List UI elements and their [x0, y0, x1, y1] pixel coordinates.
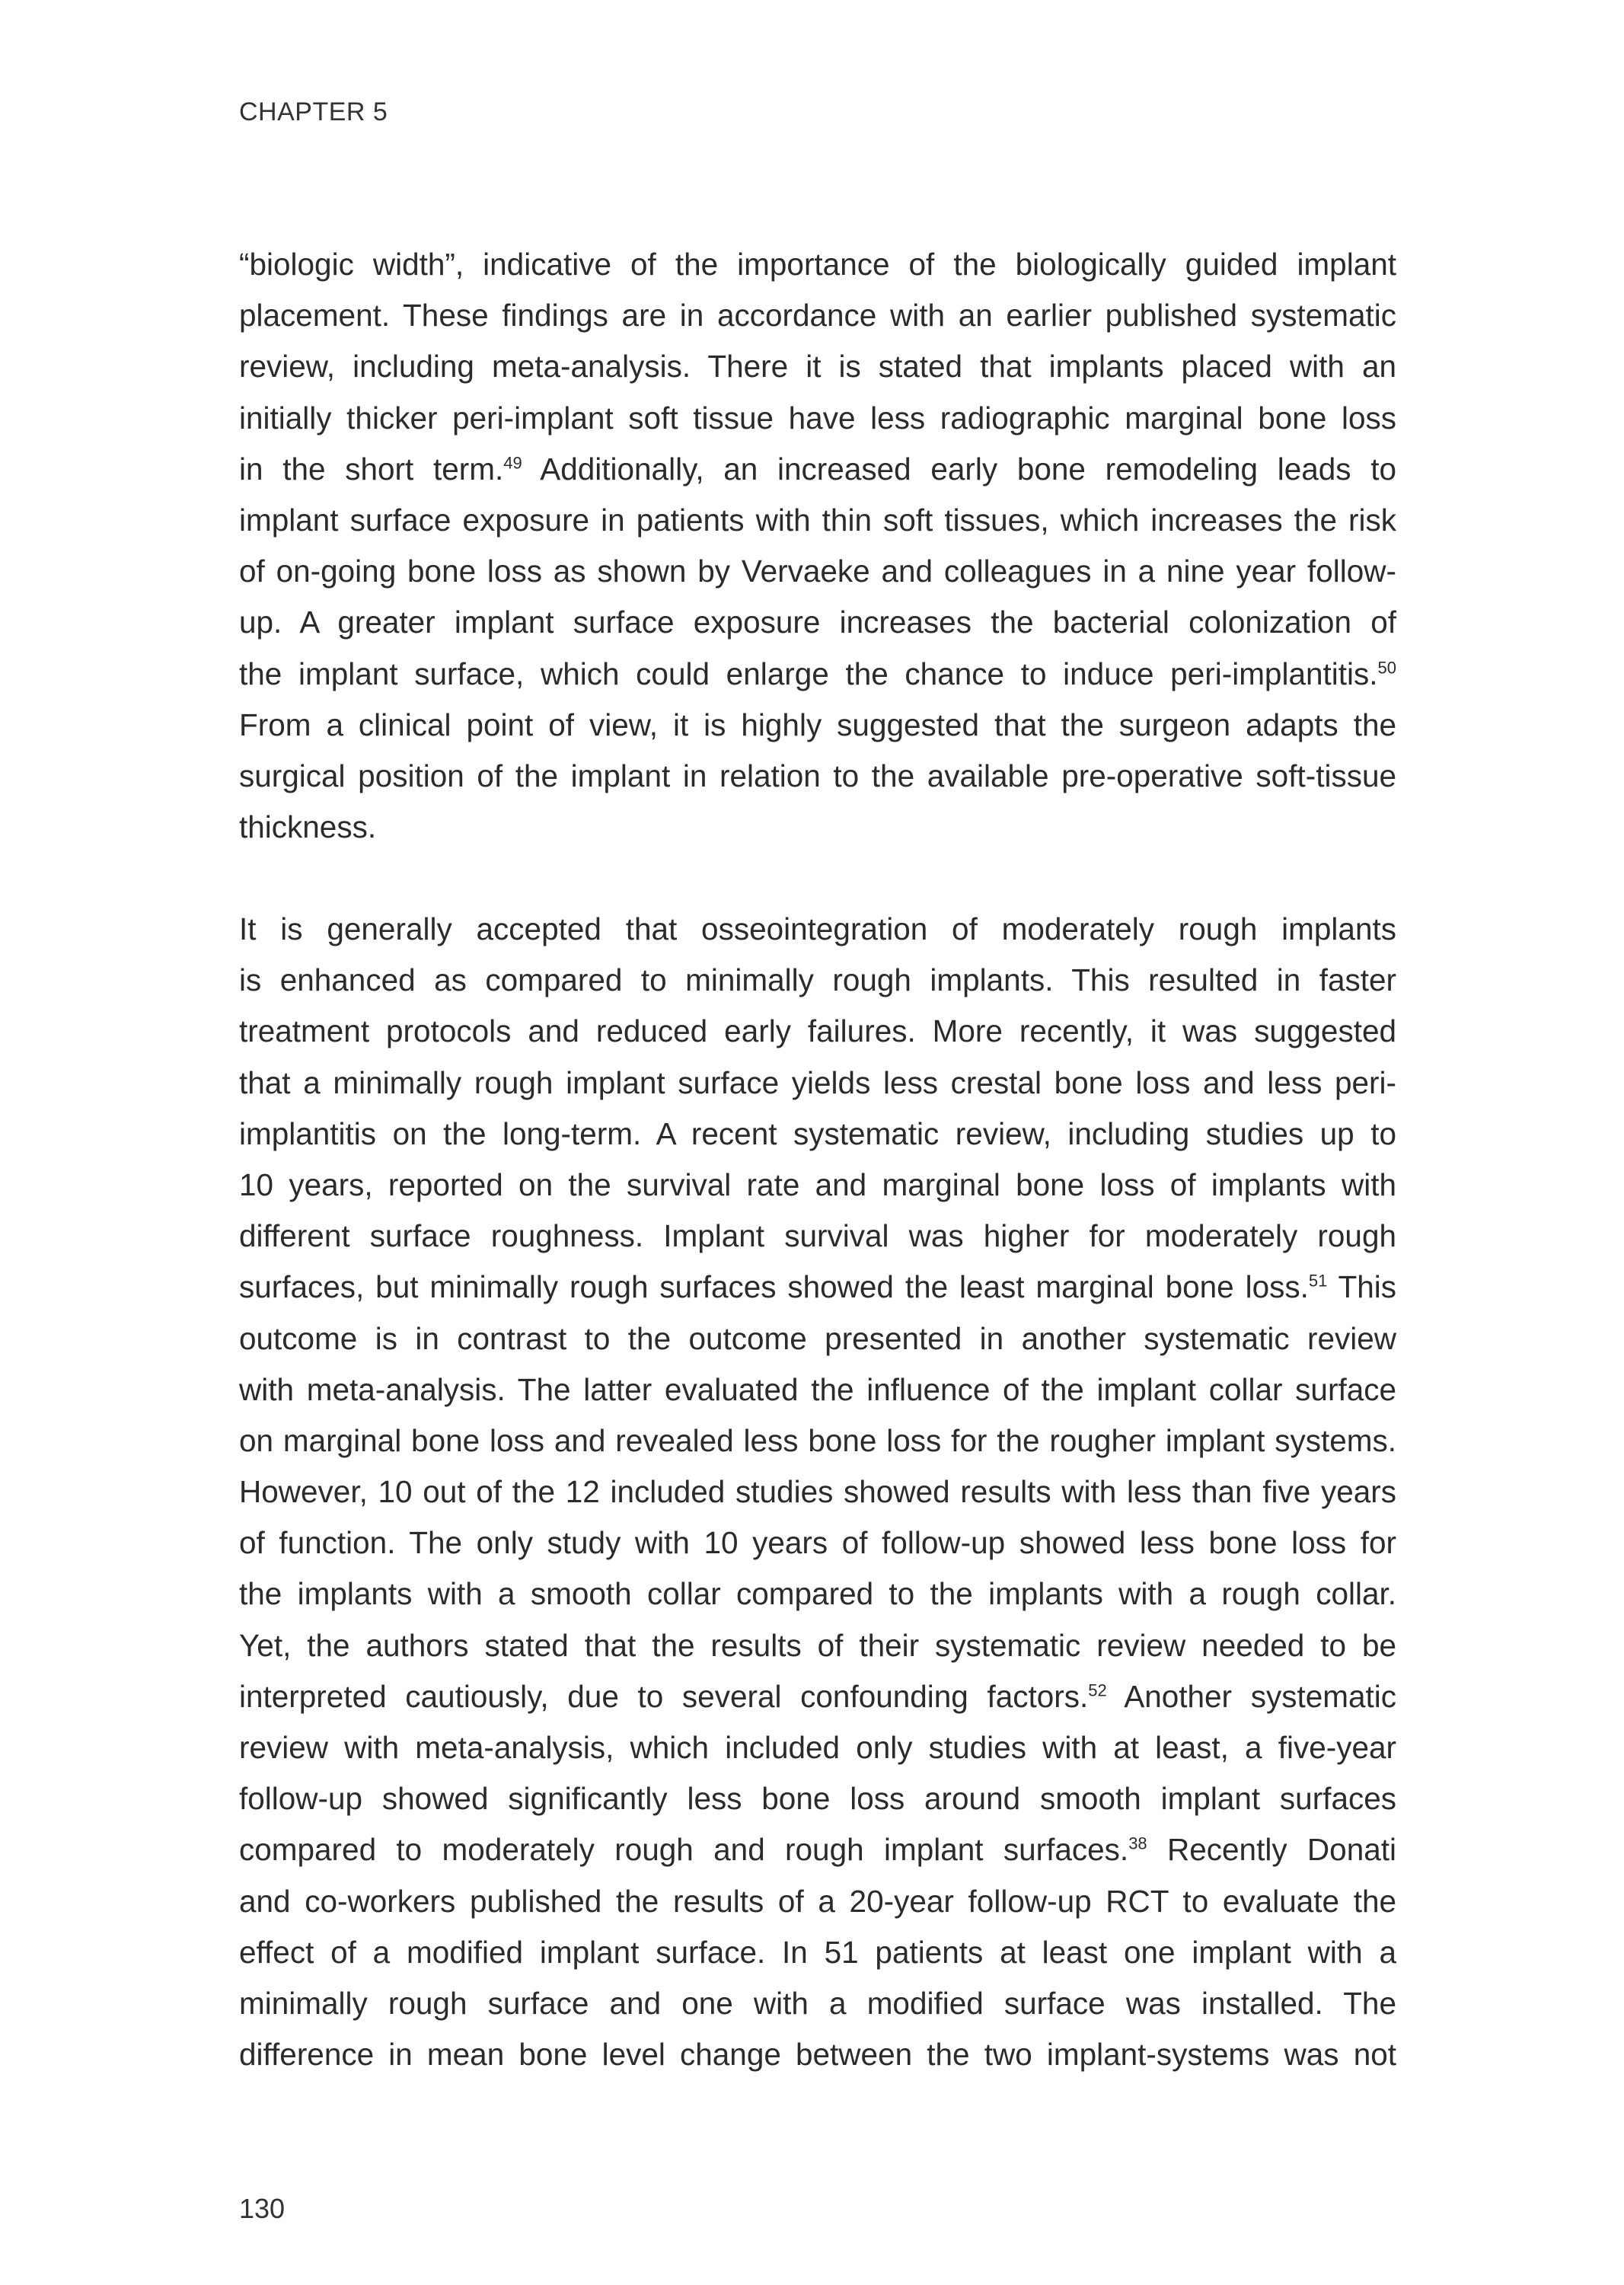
text-line: It is generally accepted that osseointegration of moderately rough implants — [239, 911, 1396, 946]
text-line: review, including meta-analysis. There it is stated that implants placed with an — [239, 349, 1396, 385]
reference-marker: 50 — [1377, 658, 1396, 677]
text-line — [239, 1671, 1396, 1722]
text-line: surgical position of the implant in relation to the available pre-operative soft-tissue — [239, 758, 1396, 793]
reference-marker: 51 — [1308, 1271, 1328, 1291]
text-line: difference in mean bone level change between the two implant-systems was not — [239, 2037, 1396, 2073]
text-segment: surfaces, but minimally rough surfaces showed the least marginal bone loss. — [239, 1269, 1309, 1305]
reference-marker: 52 — [1088, 1680, 1107, 1700]
text-segment: interpreted cautiously, due to several confounding factors. — [239, 1678, 1089, 1714]
text-line: the implants with a smooth collar compared to the implants with a rough collar. — [239, 1576, 1396, 1612]
text-line: 10 years, reported on the survival rate and marginal bone loss of implants with — [239, 1166, 1396, 1202]
text-line: implantitis on the long-term. A recent systematic review, including studies up to — [239, 1115, 1396, 1151]
text-line: follow-up showed significantly less bone loss around smooth implant surfaces — [239, 1781, 1396, 1817]
text-line: However, 10 out of the 12 included studies showed results with less than five years — [239, 1474, 1396, 1510]
text-line: outcome is in contrast to the outcome presented in another systematic review — [239, 1320, 1396, 1356]
reference-marker: 38 — [1128, 1833, 1147, 1853]
paragraph-biologic-width — [239, 239, 1396, 853]
text-line: “biologic width”, indicative of the importance of the biologically guided implant — [239, 247, 1396, 282]
page-number: 130 — [239, 2193, 286, 2224]
text-line: and co-workers published the results of a 20-year follow-up RCT to evaluate the — [239, 1883, 1396, 1919]
text-line: of function. The only study with 10 years of follow-up showed less bone loss for — [239, 1525, 1396, 1561]
text-segment: This — [1338, 1269, 1396, 1305]
text-line: review with meta-analysis, which included only studies with at least, a five-year — [239, 1730, 1396, 1765]
text-segment: compared to moderately rough and rough implant surfaces. — [239, 1832, 1129, 1868]
text-line: with meta-analysis. The latter evaluated the influence of the implant collar surface — [239, 1371, 1396, 1407]
text-line: minimally rough surface and one with a modified surface was installed. The — [239, 1985, 1396, 2021]
text-line: effect of a modified implant surface. In 51 patients at least one implant with a — [239, 1934, 1396, 1970]
text-line — [239, 649, 1396, 700]
text-line: on marginal bone loss and revealed less bone loss for the rougher implant systems. — [239, 1422, 1396, 1458]
text-segment: Recently Donati — [1167, 1832, 1396, 1868]
text-line: thickness. — [239, 809, 377, 845]
running-head: CHAPTER 5 — [239, 97, 388, 126]
text-segment: Additionally, an increased early bone remodeling leads to — [540, 451, 1396, 487]
text-line — [239, 1824, 1396, 1875]
text-line: is enhanced as compared to minimally rough implants. This resulted in faster — [239, 962, 1396, 998]
text-line: Yet, the authors stated that the results of their systematic review needed to be — [239, 1627, 1396, 1663]
text-segment: in the short term. — [239, 451, 504, 487]
text-line — [239, 1262, 1396, 1313]
text-line: of on-going bone loss as shown by Vervaeke and colleagues in a nine year follow- — [239, 554, 1396, 589]
reference-marker: 49 — [503, 453, 522, 473]
text-segment: Another systematic — [1124, 1678, 1396, 1714]
text-segment: the implant surface, which could enlarge the chance to induce peri-implantitis. — [239, 656, 1378, 691]
text-line: different surface roughness. Implant survival was higher for moderately rough — [239, 1218, 1396, 1254]
text-line: initially thicker peri-implant soft tissue have less radiographic marginal bone loss — [239, 400, 1396, 436]
text-line: placement. These findings are in accordance with an earlier published systematic — [239, 298, 1396, 333]
text-line: up. A greater implant surface exposure increases the bacterial colonization of — [239, 605, 1396, 640]
text-line: treatment protocols and reduced early failures. More recently, it was suggested — [239, 1013, 1396, 1049]
text-line: that a minimally rough implant surface yields less crestal bone loss and less peri- — [239, 1064, 1396, 1100]
text-line — [239, 444, 1396, 495]
paragraph-surface-roughness — [239, 904, 1396, 2080]
text-line: implant surface exposure in patients with thin soft tissues, which increases the risk — [239, 502, 1396, 538]
text-line: From a clinical point of view, it is highly suggested that the surgeon adapts the — [239, 707, 1396, 742]
